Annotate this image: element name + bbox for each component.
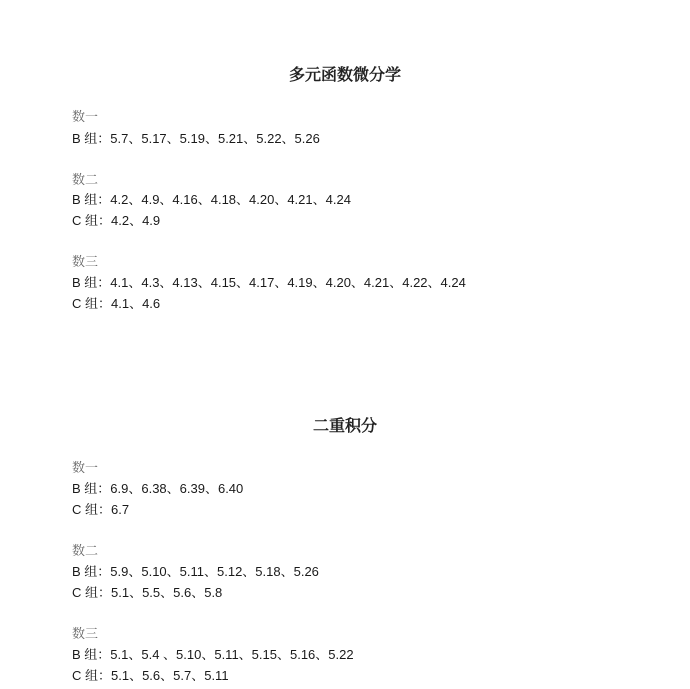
exam-heading: 数一 [72, 109, 99, 124]
group-b-line: B 组：4.2、4.9、4.16、4.18、4.20、4.21、4.24 [72, 192, 351, 207]
group-b-line: B 组：5.7、5.17、5.19、5.21、5.22、5.26 [72, 131, 320, 146]
group-c-line: C 组：6.7 [72, 502, 130, 517]
exam-heading: 数三 [72, 254, 99, 269]
group-b-line: B 组：4.1、4.3、4.13、4.15、4.17、4.19、4.20、4.21、4.22、4.24 [72, 275, 466, 290]
section-title: 多元函数微分学 [288, 67, 401, 84]
group-c-line: C 组：4.1、4.6 [72, 296, 161, 311]
group-c-line: C 组：5.1、5.5、5.6、5.8 [72, 585, 223, 600]
group-c-line: C 组：4.2、4.9 [72, 213, 161, 228]
group-b-line: B 组：5.9、5.10、5.11、5.12、5.18、5.26 [72, 564, 319, 579]
exam-heading: 数三 [72, 626, 99, 641]
exam-heading: 数二 [72, 543, 99, 558]
group-b-line: B 组：6.9、6.38、6.39、6.40 [72, 481, 244, 496]
section-title: 二重积分 [312, 418, 377, 435]
exam-heading: 数一 [72, 460, 99, 475]
group-b-line: B 组：5.1、5.4 、5.10、5.11、5.15、5.16、5.22 [72, 647, 354, 662]
exam-heading: 数二 [72, 172, 99, 187]
group-c-line: C 组：5.1、5.6、5.7、5.11 [72, 668, 229, 683]
